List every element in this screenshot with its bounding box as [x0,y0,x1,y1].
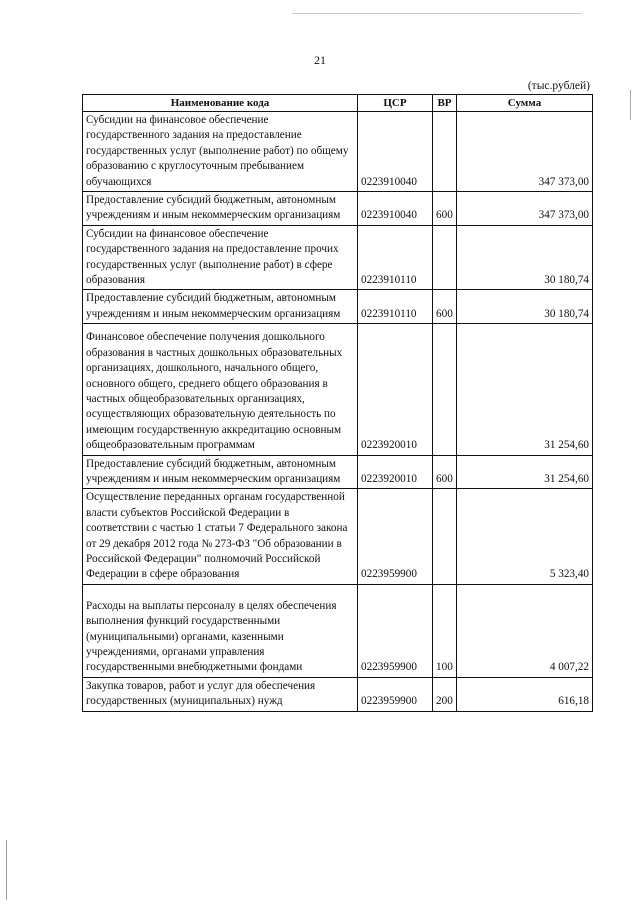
scan-mark-right [630,90,631,120]
table-row [83,584,593,677]
cell-vr [433,324,457,455]
cell-name: Расходы на выплаты персоналу в целях обеспечения выполнения функций государственными (муниципальными) органами, казенными учреждениями, органами управления государственными внебюджетными фондами [83,584,358,677]
cell-sum: 4 007,22 [457,584,593,677]
cell-csr: 0223959900 [358,489,433,584]
table-row [83,192,593,226]
cell-vr: 600 [433,290,457,324]
units-label: (тыс.рублей) [527,80,590,92]
cell-sum: 347 373,00 [457,112,593,192]
column-header-name: Наименование кода [83,95,358,112]
cell-name: Осуществление переданных органам государственной власти субъектов Российской Федерации в соответствии с частью 1 статьи 7 Федерального закона от 29 декабря 2012 года № 273-ФЗ "Об образовании в Российской Федерации" полномочий Российской Федерации в сфере образования [83,489,358,584]
scan-line-top [292,13,582,14]
cell-sum: 30 180,74 [457,290,593,324]
table-row [83,677,593,711]
cell-csr: 0223959900 [358,584,433,677]
table-row [83,455,593,489]
cell-vr: 200 [433,677,457,711]
cell-sum: 5 323,40 [457,489,593,584]
cell-csr: 0223920010 [358,455,433,489]
page-number: 21 [314,53,326,67]
cell-vr [433,489,457,584]
cell-name: Предоставление субсидий бюджетным, автономным учреждениям и иным некоммерческим организациям [83,455,358,489]
table-row [83,225,593,290]
cell-sum: 31 254,60 [457,455,593,489]
column-header-csr: ЦСР [358,95,433,112]
cell-csr: 0223959900 [358,677,433,711]
cell-vr [433,112,457,192]
cell-name: Предоставление субсидий бюджетным, автономным учреждениям и иным некоммерческим организациям [83,290,358,324]
cell-sum: 30 180,74 [457,225,593,290]
column-header-sum: Сумма [457,95,593,112]
table-header-row [83,95,593,112]
cell-name: Предоставление субсидий бюджетным, автономным учреждениям и иным некоммерческим организациям [83,192,358,226]
cell-vr [433,225,457,290]
cell-csr: 0223910040 [358,192,433,226]
cell-sum: 31 254,60 [457,324,593,455]
cell-name: Субсидии на финансовое обеспечение государственного задания на предоставление прочих государственных услуг (выполнение работ) в сфере образования [83,225,358,290]
cell-csr: 0223910110 [358,290,433,324]
cell-vr: 100 [433,584,457,677]
scan-mark-left [6,840,7,900]
cell-csr: 0223920010 [358,324,433,455]
table-row [83,489,593,584]
cell-name: Субсидии на финансовое обеспечение государственного задания на предоставление государственных услуг (выполнение работ) по общему образованию с круглосуточным пребыванием обучающихся [83,112,358,192]
table-row [83,324,593,455]
cell-name: Финансовое обеспечение получения дошкольного образования в частных дошкольных образовательных организациях, дошкольного, начального общего, основного общего, среднего общего образования в частных общеобразовательных организациях, осуществляющих образовательную деятельность по имеющим государственную аккредитацию основным общеобразовательным программам [83,324,358,455]
cell-csr: 0223910040 [358,112,433,192]
cell-csr: 0223910110 [358,225,433,290]
table-row [83,112,593,192]
cell-vr: 600 [433,455,457,489]
column-header-vr: ВР [433,95,457,112]
cell-vr: 600 [433,192,457,226]
cell-sum: 616,18 [457,677,593,711]
budget-table [82,94,593,712]
cell-sum: 347 373,00 [457,192,593,226]
table-row [83,290,593,324]
cell-name: Закупка товаров, работ и услуг для обеспечения государственных (муниципальных) нужд [83,677,358,711]
